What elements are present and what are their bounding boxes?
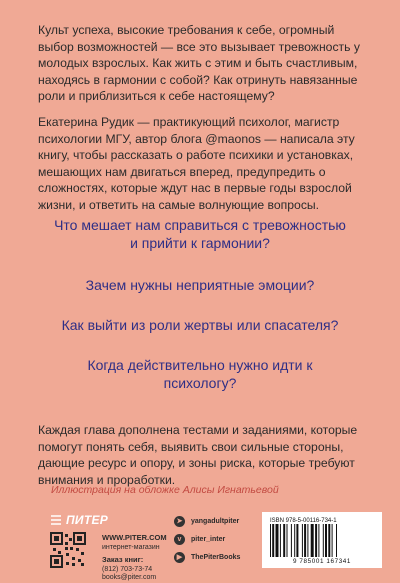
illustration-credit: Иллюстрация на обложке Алисы Игнатьевой: [51, 484, 279, 496]
question-4: Когда действительно нужно идти к психологу?: [87, 357, 313, 391]
barcode-bars: [270, 524, 374, 559]
barcode-number: 9 785001 167341: [292, 558, 352, 565]
publisher-info: [66, 512, 167, 583]
play-icon: ▶: [174, 552, 185, 563]
vk-icon: v: [174, 534, 185, 545]
intro-paragraph: Культ успеха, высокие требования к себе, огромный выбор возможностей — все это вызывает тревожность у молодых взрослых. Как жить с этим и быть счастливым, находясь в гармонии с собой? Как отринуть навязанные роли и приблизиться к себе настоящему?: [38, 23, 360, 104]
question-1: Что мешает нам справиться с тревожностью и прийти к гармонии?: [54, 217, 346, 251]
question-2: Зачем нужны неприятные эмоции?: [85, 277, 315, 293]
social-telegram[interactable]: ➤ yangadultpiter: [174, 512, 240, 530]
publisher-phone: (812) 703-73-74: [102, 565, 153, 573]
publisher-shop: интернет-магазин: [102, 543, 160, 551]
author-paragraph: Екатерина Рудик — практикующий психолог, магистр психологии МГУ, автор блога @maonos — написала эту книгу, чтобы рассказать о работе психики и установках, мешающих нам двигаться вперед, предупредить о сложностях, которые ждут нас в первые годы взрослой жизни, и ответить на самые волнующие вопросы.: [38, 115, 355, 212]
social-youtube[interactable]: ▶ ThePiterBooks: [174, 548, 240, 566]
social-vk[interactable]: v piter_inter: [174, 530, 240, 548]
publisher-email[interactable]: books@piter.com: [102, 574, 157, 582]
publisher-site[interactable]: WWW.PITER.COM: [102, 533, 167, 542]
social-links: [174, 512, 240, 566]
qr-code-icon: [50, 532, 90, 572]
order-label: Заказ книг:: [102, 555, 144, 565]
piter-logo-icon: [50, 514, 62, 526]
telegram-icon: ➤: [174, 516, 185, 527]
isbn-text: ISBN 978-5-00116-734-1: [270, 518, 337, 524]
closing-paragraph: Каждая глава дополнена тестами и заданиями, которые помогут понять себя, выявить свои сильные стороны, дающие ресурс и опору, и зоны риска, которые требуют внимания и проработки.: [38, 423, 358, 487]
barcode: [262, 512, 382, 568]
publisher-logo: ПИТЕР: [66, 512, 109, 527]
question-3: Как выйти из роли жертвы или спасателя?: [61, 317, 339, 333]
